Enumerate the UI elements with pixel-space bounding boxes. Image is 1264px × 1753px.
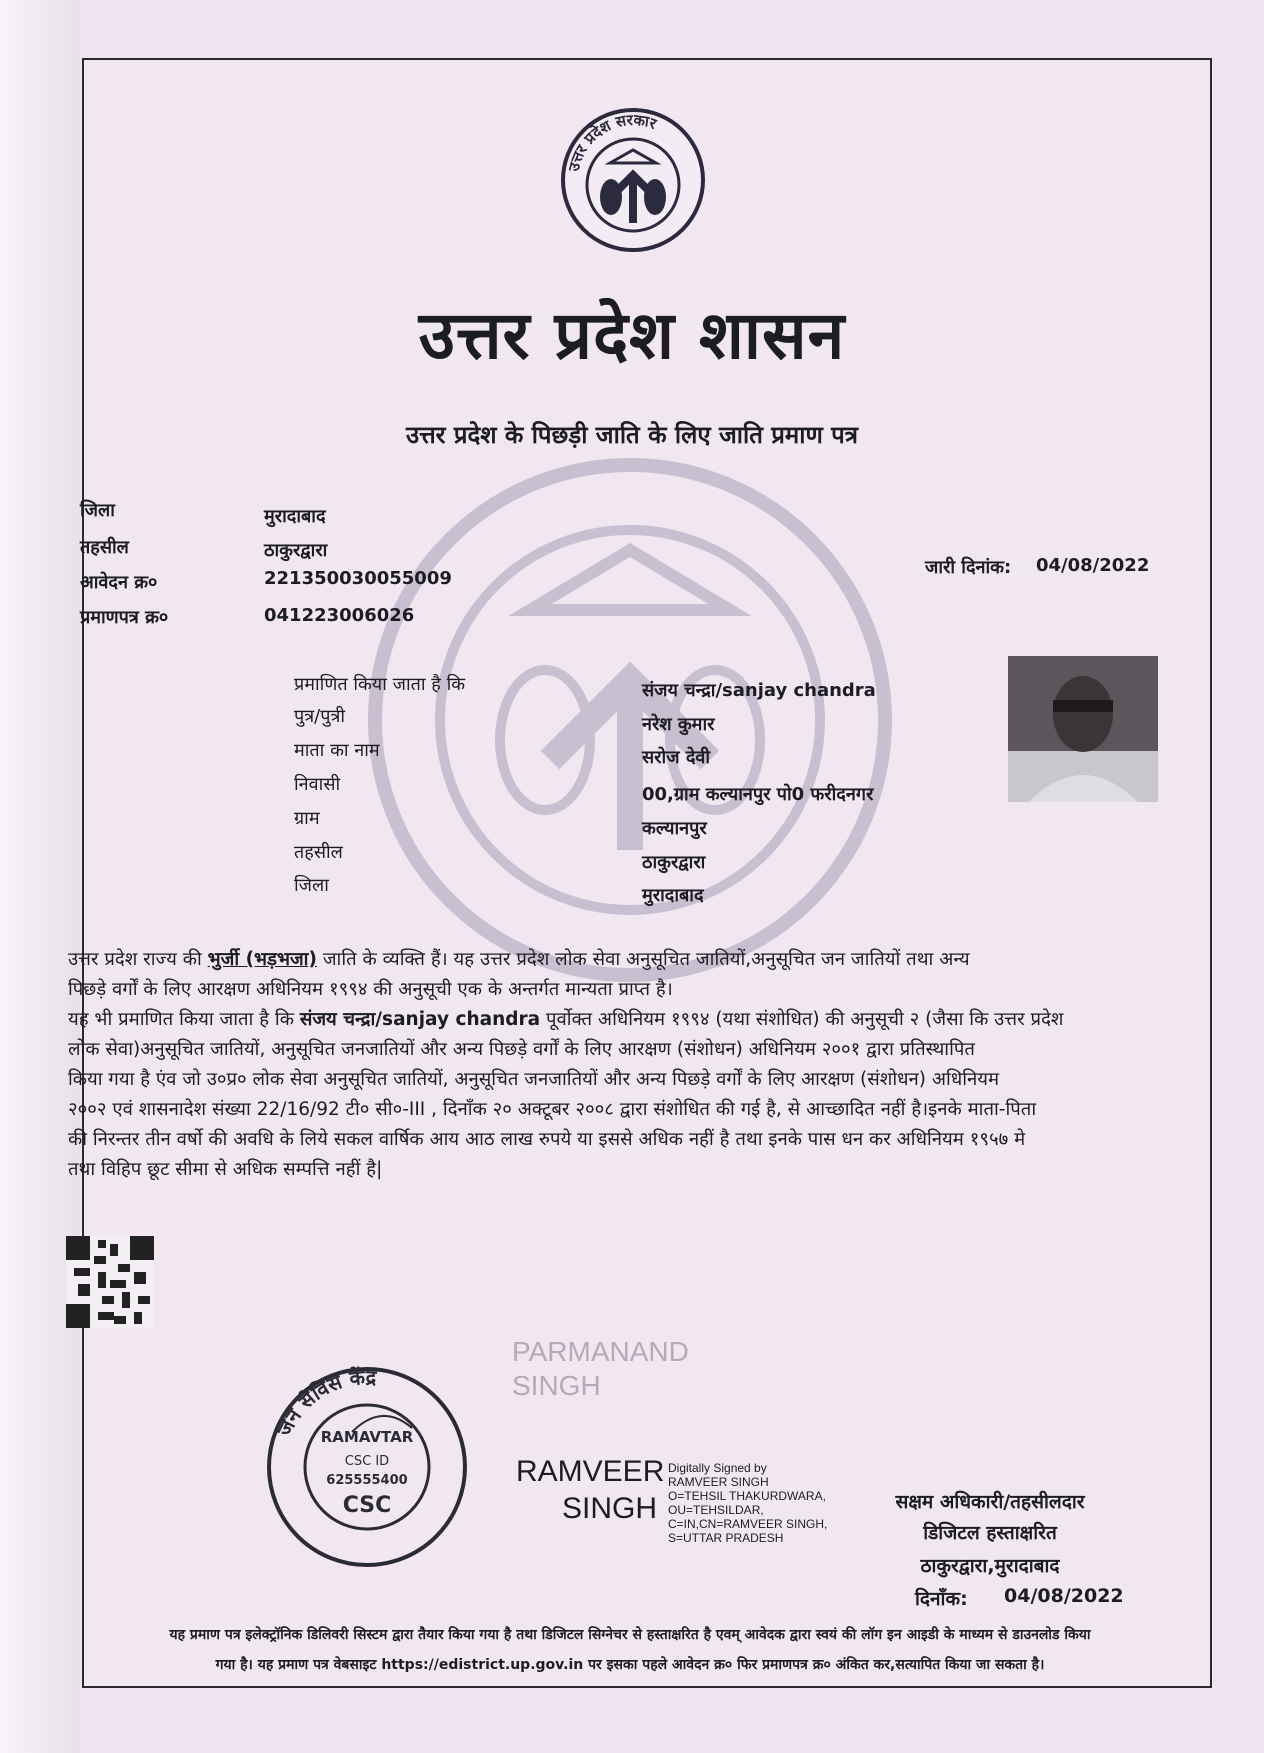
signer-name-line2: SINGH <box>562 1492 658 1525</box>
applicant-name: संजय चन्द्रा/sanjay chandra <box>642 680 876 701</box>
para2-line1-start: यह भी प्रमाणित किया जाता है कि <box>68 1009 300 1030</box>
digital-sign-line4: OU=TEHSILDAR, <box>668 1503 764 1517</box>
district-label: जिला <box>80 500 115 521</box>
svg-text:उत्तर प्रदेश सरकार: उत्तर प्रदेश सरकार <box>564 110 659 173</box>
qr-code-icon[interactable] <box>66 1236 154 1328</box>
certificate-number: 041223006026 <box>264 605 415 626</box>
para2-applicant-name: संजय चन्द्रा/sanjay chandra <box>299 1009 541 1030</box>
digital-sign-line3: O=TEHSIL THAKURDWARA, <box>668 1489 826 1503</box>
scan-page-edge <box>0 0 80 1753</box>
resident-label: निवासी <box>294 774 341 795</box>
mother-name: सरोज देवी <box>642 747 711 768</box>
person-tehsil-value: ठाकुरद्वारा <box>642 852 706 873</box>
person-tehsil-label: तहसील <box>294 842 343 863</box>
seal-top-text: जन सेविस केंद्र <box>271 1364 377 1440</box>
mother-label: माता का नाम <box>294 740 380 761</box>
faint-signature-line1: PARMANAND <box>512 1336 689 1367</box>
tehsil-value: ठाकुरद्वारा <box>264 540 328 561</box>
footer-line1: यह प्रमाण पत्र इलेक्ट्रॉनिक डिलिवरी सिस्टम द्वारा तैयार किया गया है तथा डिजिटल सिग्नेचर से हस्ताक्षरित है एवम् आवेदक द्वारा स्वयं की लॉग इन आइडी के माध्यम से डाउनलोड किया <box>169 1627 1091 1643</box>
digital-sign-line2: RAMVEER SINGH <box>668 1475 769 1489</box>
application-number: 221350030055009 <box>264 568 452 589</box>
officer-date-value: 04/08/2022 <box>1004 1585 1124 1607</box>
footer-note <box>40 1620 1220 1680</box>
watermark-emblem-icon <box>300 430 960 990</box>
para1-line2: पिछड़े वर्गों के लिए आरक्षण अधिनियम १९९४ की अनुसूची एक के अन्तर्गत मान्यता प्राप्त है। <box>68 979 673 1000</box>
faint-prior-signature <box>512 1335 689 1403</box>
seal-name: RAMAVTAR <box>320 1428 414 1446</box>
officer-location: ठाकुरद्वारा,मुरादाबाद <box>920 1555 1060 1577</box>
issue-date-value: 04/08/2022 <box>1036 555 1150 576</box>
certificate-number-label: प्रमाणपत्र क्र० <box>80 607 169 628</box>
para2-line3: किया गया है एंव जो उ०प्र० लोक सेवा अनुसूचित जातियों, अनुसूचित जनजातियों और अन्य पिछड़े वर्गों के लिए आरक्षण (संशोधन) अधिनियम <box>68 1069 1000 1090</box>
officer-date-label: दिनाँक: <box>915 1588 968 1610</box>
digital-sign-line6: S=UTTAR PRADESH <box>668 1531 784 1545</box>
para2-line1-end: पूर्वोक्त अधिनियम १९९४ (यथा संशोधित) की अनुसूची २ (जैसा कि उत्तर प्रदेश <box>540 1009 1064 1030</box>
seal-id-number: 625555400 <box>326 1473 408 1488</box>
village-value: कल्यानपुर <box>642 818 707 839</box>
applicant-photo <box>1008 656 1158 802</box>
para2-line4: २००२ एवं शासनादेश संख्या 22/16/92 टी० सी०-III , दिनाँक २० अक्टूबर २००८ द्वारा संशोधित की गई है, से आच्छादित नहीं है।इनके माता-पिता <box>68 1099 1037 1120</box>
digital-sign-line5: C=IN,CN=RAMVEER SINGH, <box>668 1517 828 1531</box>
certify-label: प्रमाणित किया जाता है कि <box>294 674 466 695</box>
caste-paragraph <box>68 945 1178 1185</box>
resident-address: 00,ग्राम कल्यानपुर पो0 फरीदनगर <box>642 784 874 805</box>
person-district-value: मुरादाबाद <box>642 885 704 906</box>
footer-line2: गया है। यह प्रमाण पत्र वेबसाइट https://edistrict.up.gov.in पर इसका पहले आवेदन क्र० फिर प्रमाणपत्र क्र० अंकित कर,सत्यापित किया जा सकता है। <box>215 1657 1045 1673</box>
parent-name: नरेश कुमार <box>642 714 715 735</box>
para1-intro: उत्तर प्रदेश राज्य की <box>68 949 208 970</box>
application-label: आवेदन क्र० <box>80 572 158 593</box>
person-photo-icon <box>1008 656 1158 802</box>
para2-line5: की निरन्तर तीन वर्षो की अवधि के लिये सकल वार्षिक आय आठ लाख रुपये या इससे अधिक नहीं है तथा इनके पास धन कर अधिनियम १९५७ मे <box>68 1129 1026 1150</box>
seal-csc-id-label: CSC ID <box>344 1454 390 1469</box>
para2-line6: तथा विहिप छूट सीमा से अधिक सम्पत्ति नहीं है| <box>68 1159 383 1180</box>
seal-csc-text: CSC <box>342 1493 392 1518</box>
digital-signature-block <box>668 1461 827 1545</box>
caste-name: भुर्जी (भड़भजा) <box>207 949 317 970</box>
csc-seal-stamp-icon <box>262 1362 472 1572</box>
digital-sign-line1: Digitally Signed by <box>668 1461 767 1475</box>
para2-line2: लोक सेवा)अनुसूचित जातियों, अनुसूचित जनजातियों और अन्य पिछड़े वर्गों के लिए आरक्षण (संशोधन) अधिनियम २००१ द्वारा प्रतिस्थापित <box>68 1039 975 1060</box>
officer-digital-signed: डिजिटल हस्ताक्षरित <box>923 1522 1057 1544</box>
village-label: ग्राम <box>294 808 320 829</box>
tehsil-label: तहसील <box>80 537 129 558</box>
issue-date-label: जारी दिनांक: <box>925 557 1012 578</box>
para1-line1-rest: जाति के व्यक्ति हैं। यह उत्तर प्रदेश लोक सेवा अनुसूचित जातियों,अनुसूचित जन जातियों तथा अन्य <box>316 949 970 970</box>
faint-signature-line2: SINGH <box>512 1370 601 1401</box>
page-title: उत्तर प्रदेश शासन <box>418 297 846 374</box>
up-government-emblem-icon <box>558 105 708 255</box>
officer-designation: सक्षम अधिकारी/तहसीलदार <box>895 1491 1085 1513</box>
district-value: मुरादाबाद <box>264 506 326 527</box>
signer-name-line1: RAMVEER <box>516 1455 665 1488</box>
certificate-subtitle: उत्तर प्रदेश के पिछड़ी जाति के लिए जाति प्रमाण पत्र <box>405 421 859 449</box>
person-district-label: जिला <box>294 875 329 896</box>
parent-label: पुत्र/पुत्री <box>294 706 346 727</box>
